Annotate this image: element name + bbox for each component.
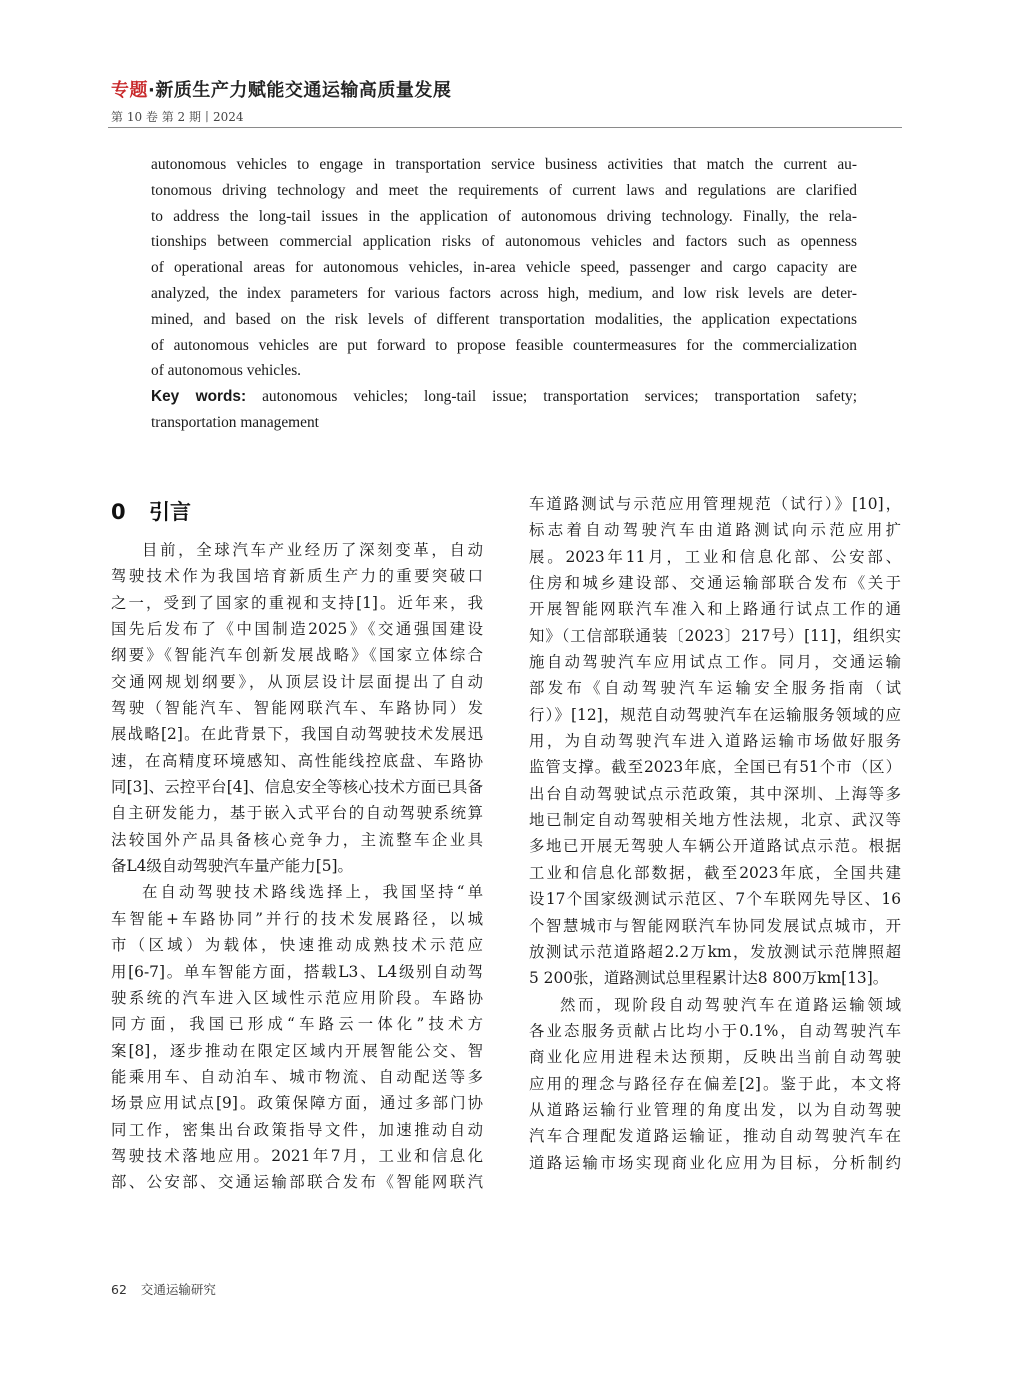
abstract-line: of autonomous vehicles are put forward to propose feasible countermeasures for the commercialization <box>151 336 857 354</box>
page-footer <box>111 1280 216 1298</box>
text-line: 工业和信息化部数据，截至2023年底，全国共建 <box>529 863 901 882</box>
text-line: 纲要》《智能汽车创新发展战略》《国家立体综合 <box>111 646 483 665</box>
text-line: 行）》[12]，规范自动驾驶汽车在运输服务领域的应 <box>529 705 901 724</box>
text-line: 同方面，我国已形成“车路云一体化”技术方 <box>111 1015 483 1034</box>
abstract-line: tionships between commercial application risks of autonomous vehicles and factors such as openness <box>151 233 857 251</box>
text-line: 部发布《自动驾驶汽车运输安全服务指南（试 <box>529 679 901 698</box>
text-line: 目前，全球汽车产业经历了深刻变革，自动 <box>142 541 483 559</box>
text-line: 用，为自动驾驶汽车进入道路运输市场做好服务 <box>529 732 901 751</box>
text-line: 放测试示范道路超2.2万km，发放测试示范牌照超 <box>529 942 901 961</box>
topic-prefix: 专题 <box>111 80 148 101</box>
abstract-line: of autonomous vehicles. <box>151 362 302 380</box>
text-line: 速，在高精度环境感知、高性能线控底盘、车路协 <box>111 751 483 770</box>
text-line: 之一，受到了国家的重视和支持[1]。近年来，我 <box>111 593 483 612</box>
text-line: 个智慧城市与智能网联汽车协同发展试点城市，开 <box>529 916 901 935</box>
text-line: 法较国外产品具备核心竞争力，主流整车企业具 <box>111 830 483 849</box>
text-line: 住房和城乡建设部、交通运输部联合发布《关于 <box>529 574 901 593</box>
topic-title: ·新质生产力赋能交通运输高质量发展 <box>148 80 452 101</box>
text-line: 驾驶技术落地应用。2021年7月，工业和信息化 <box>111 1146 483 1165</box>
text-line: 车道路测试与示范应用管理规范（试行）》[10]， <box>529 495 901 513</box>
text-line: 地已制定自动驾驶相关地方性法规，北京、武汉等 <box>529 811 901 830</box>
text-line: 能乘用车、自动泊车、城市物流、自动配送等多 <box>111 1067 483 1086</box>
text-line: 场景应用试点[9]。政策保障方面，通过多部门协 <box>111 1094 483 1113</box>
keywords-text: autonomous vehicles; long-tail issue; transportation services; transportation safety; <box>246 388 857 406</box>
section-heading <box>111 496 191 526</box>
text-line: 5 200张，道路测试总里程累计达8 800万km[13]。 <box>529 969 889 988</box>
text-line: 交通网规划纲要》，从顶层设计层面提出了自动 <box>111 672 483 691</box>
text-line: 同工作，密集出台政策指导文件，加速推动自动 <box>111 1120 483 1139</box>
text-line: 各业态服务贡献占比均小于0.1%，自动驾驶汽车 <box>529 1021 901 1040</box>
header-divider <box>108 127 902 128</box>
keywords-continued: transportation management <box>151 413 319 431</box>
text-line: 市（区域）为载体，快速推动成熟技术示范应 <box>111 936 483 955</box>
text-line: 驾驶（智能汽车、智能网联汽车、车路协同）发 <box>111 699 483 718</box>
abstract-line: autonomous vehicles to engage in transportation service business activities that match the current au- <box>151 156 857 173</box>
page-number: 62 <box>111 1282 127 1297</box>
abstract-line: tonomous driving technology and meet the requirements of current laws and regulations are clarified <box>151 181 857 199</box>
body-column-left <box>111 537 483 1196</box>
text-line: 知》（工信部联通装〔2023〕217号）[11]，组织实 <box>529 626 901 645</box>
text-line: 从道路运输行业管理的角度出发，以为自动驾驶 <box>529 1100 901 1119</box>
text-line: 多地已开展无驾驶人车辆公开道路试点示范。根据 <box>529 837 901 856</box>
text-line: 国先后发布了《中国制造2025》《交通强国建设 <box>111 620 483 639</box>
text-line: 在自动驾驶技术路线选择上，我国坚持“单 <box>142 883 483 902</box>
text-line: 商业化应用进程未达预期，反映出当前自动驾驶 <box>529 1048 901 1067</box>
section-title: 引言 <box>149 500 191 524</box>
journal-name: 交通运输研究 <box>140 1282 216 1297</box>
text-line: 备L4级自动驾驶汽车量产能力[5]。 <box>111 857 353 876</box>
text-line: 部、公安部、交通运输部联合发布《智能网联汽 <box>111 1173 483 1192</box>
abstract-line: analyzed, the index parameters for various factors across high, medium, and low risk levels are deter- <box>151 284 857 302</box>
text-line: 展。2023年11月，工业和信息化部、公安部、 <box>529 547 901 566</box>
text-line: 设17个国家级测试示范区、7个车联网先导区、16 <box>529 890 901 909</box>
abstract-line: to address the long-tail issues in the application of autonomous driving technology. Finally, the rela- <box>151 207 857 225</box>
text-line: 标志着自动驾驶汽车由道路测试向示范应用扩 <box>529 521 901 540</box>
text-line: 同[3]、云控平台[4]、信息安全等核心技术方面已具备 <box>111 778 483 797</box>
text-line: 开展智能网联汽车准入和上路通行试点工作的通 <box>529 600 901 619</box>
text-line: 然而，现阶段自动驾驶汽车在道路运输领域 <box>560 995 901 1014</box>
keywords-label: Key words: <box>151 388 247 406</box>
text-line: 道路运输市场实现商业化应用为目标，分析制约 <box>529 1153 901 1172</box>
header-title <box>111 76 451 102</box>
text-line: 车智能+车路协同”并行的技术发展路径，以城 <box>111 909 483 928</box>
text-line: 施自动驾驶汽车应用试点工作。同月，交通运输 <box>529 653 901 672</box>
text-line: 驶系统的汽车进入区域性示范应用阶段。车路协 <box>111 988 483 1007</box>
abstract-line: mined, and based on the risk levels of different transportation modalities, the application expectations <box>151 310 857 328</box>
text-line: 汽车合理配发道路运输证，推动自动驾驶汽车在 <box>529 1127 901 1146</box>
section-number: 0 <box>111 500 126 524</box>
keywords <box>151 384 857 410</box>
abstract-line: of operational areas for autonomous vehicles, in-area vehicle speed, passenger and cargo capacity are <box>151 259 857 277</box>
abstract <box>151 152 857 436</box>
body-column-right <box>529 491 901 1176</box>
text-line: 展战略[2]。在此背景下，我国自动驾驶技术发展迅 <box>111 725 483 744</box>
text-line: 用[6-7]。单车智能方面，搭载L3、L4级别自动驾 <box>111 962 483 981</box>
issue-info: 第 10 卷 第 2 期丨2024 <box>111 110 244 124</box>
text-line: 出台自动驾驶试点示范政策，其中深圳、上海等多 <box>529 784 901 803</box>
text-line: 监管支撑。截至2023年底，全国已有51个市（区） <box>529 758 901 777</box>
text-line: 驾驶技术作为我国培育新质生产力的重要突破口 <box>111 567 483 586</box>
text-line: 自主研发能力，基于嵌入式平台的自动驾驶系统算 <box>111 804 483 823</box>
text-line: 案[8]，逐步推动在限定区域内开展智能公交、智 <box>111 1041 483 1060</box>
text-line: 应用的理念与路径存在偏差[2]。鉴于此，本文将 <box>529 1074 901 1093</box>
